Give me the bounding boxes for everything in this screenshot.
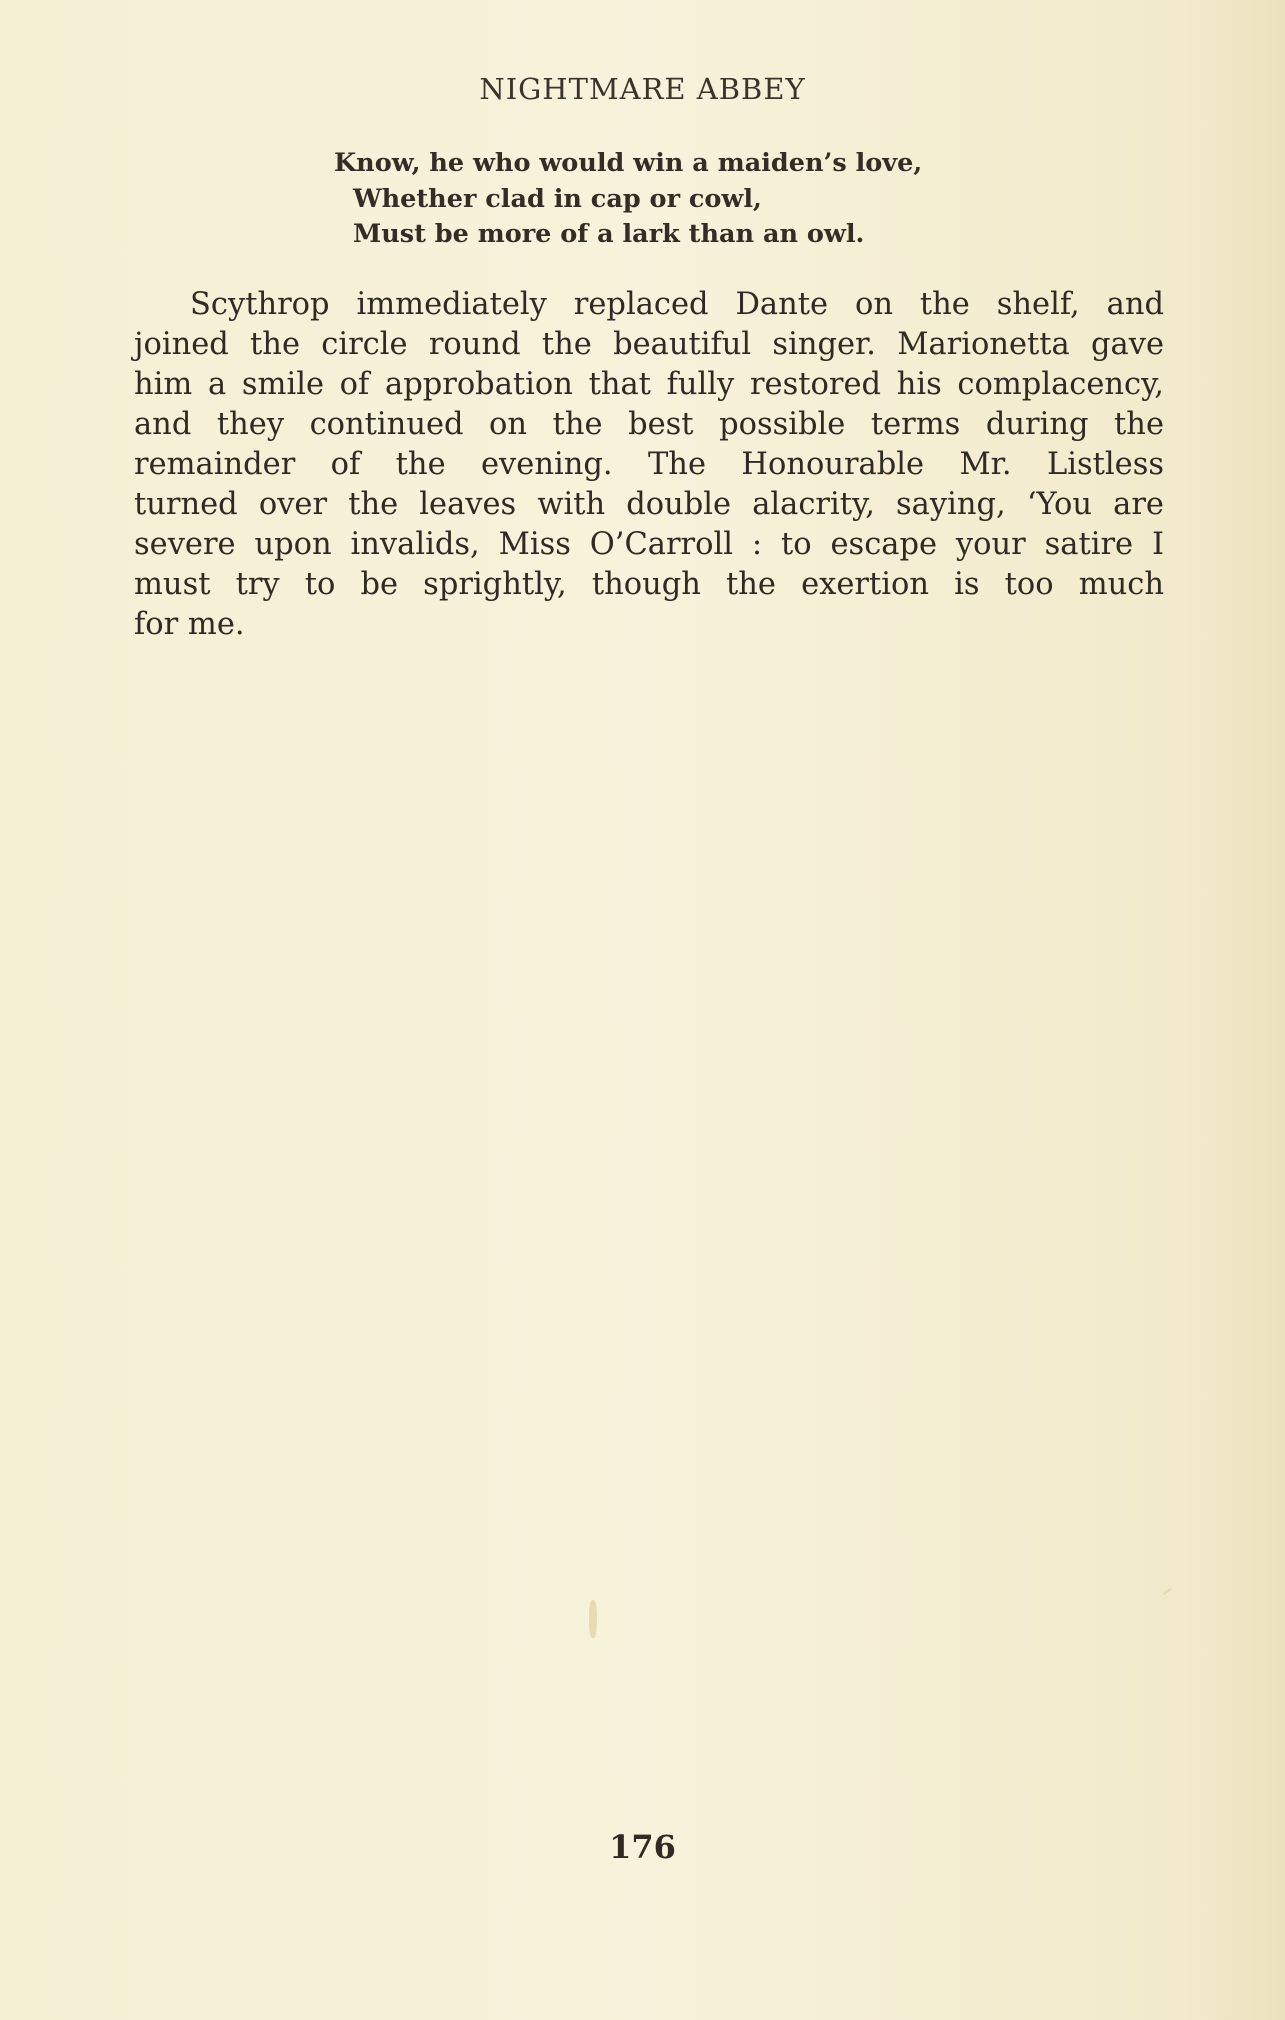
running-head: NIGHTMARE ABBEY (479, 72, 806, 106)
verse-line: Must be more of a lark than an owl. (353, 219, 865, 249)
paragraph-line: severe upon invalids, Miss O’Carroll : to escape your satire I (134, 527, 1164, 562)
paragraph-line: must try to be sprightly, though the exertion is too much (134, 567, 1164, 602)
verse-line: Know, he who would win a maiden’s love, (334, 148, 923, 178)
verse-line: Whether clad in cap or cowl, (353, 183, 762, 214)
paragraph-line: Scythrop immediately replaced Dante on the shelf, and (190, 287, 1164, 322)
paragraph-line: joined the circle round the beautiful singer. Marionetta gave (134, 327, 1164, 362)
paper-blemish (1162, 1587, 1172, 1595)
page-number: 176 (609, 1828, 676, 1866)
paragraph-line: remainder of the evening. The Honourable Mr. Listless (134, 447, 1164, 482)
verse-stanza (334, 146, 922, 253)
paragraph-line: turned over the leaves with double alacrity, saying, ‘You are (134, 487, 1164, 522)
paragraph-line: and they continued on the best possible terms during the (134, 407, 1164, 442)
body-paragraph (134, 285, 1164, 645)
paragraph-line: for me. (134, 607, 245, 642)
paragraph-line: him a smile of approbation that fully restored his complacency, (134, 367, 1164, 402)
paper-blemish (589, 1600, 597, 1638)
